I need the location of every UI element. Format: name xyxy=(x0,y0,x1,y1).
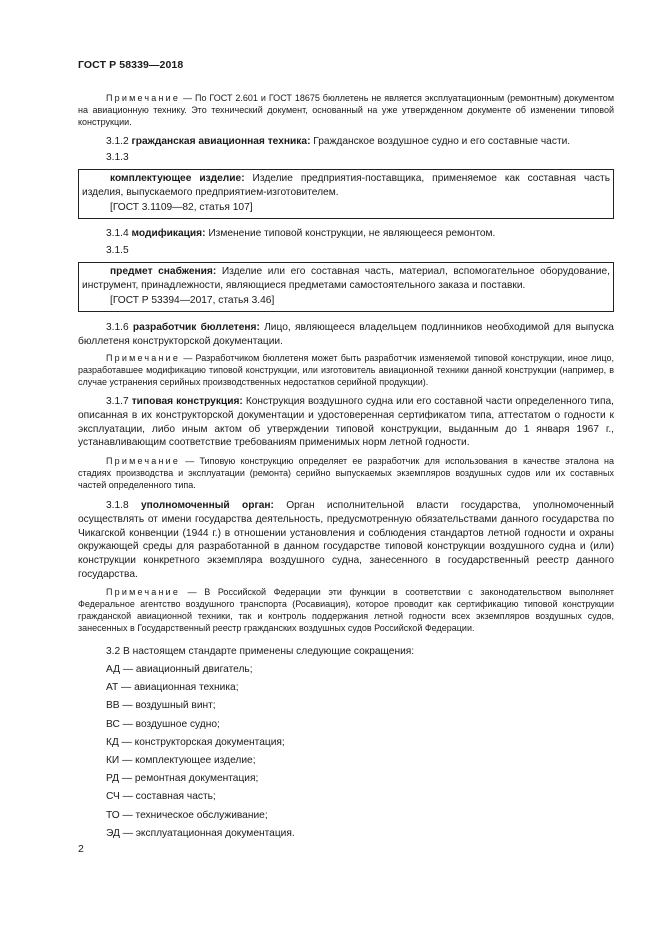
note-label: Примечание xyxy=(106,456,181,466)
term: гражданская авиационная техника: xyxy=(131,136,311,147)
term: уполномоченный орган: xyxy=(140,500,274,511)
term: комплектующее изделие: xyxy=(110,172,245,184)
section-number: 3.1.8 xyxy=(106,500,141,511)
note-3 xyxy=(78,455,614,491)
section-number: 3.1.6 xyxy=(106,322,133,333)
section-3-1-2 xyxy=(78,135,614,149)
term: модификация: xyxy=(131,228,206,239)
term: предмет снабжения: xyxy=(110,265,217,277)
page-number: 2 xyxy=(78,843,84,855)
definition-box xyxy=(78,262,614,313)
definition: Изменение типовой конструкции, не являющееся ремонтом. xyxy=(205,228,496,239)
list-item: КИ — комплектующее изделие; xyxy=(106,754,256,766)
definition: Орган исполнительной власти государства, уполномоченный осуществлять от имени государства деятельность, предусмотренную обязательствами данного государства по Чикагской конвенции (1944 г.) в отношении установления и соблюдения стандартов летной годности и охраны окружающей среды для разработанной в данном государстве типовой конструкции воздушного судна и (или) конструкции конкретного экземпляра воздушного судна, занесенного в государственный реестр данного государства. xyxy=(78,500,614,580)
note-4 xyxy=(78,586,614,634)
section-intro: 3.2 В настоящем стандарте применены следующие сокращения: xyxy=(106,646,415,657)
section-number: 3.1.7 xyxy=(106,396,132,407)
abbreviation-list xyxy=(78,663,614,840)
section-number: 3.1.5 xyxy=(106,245,129,256)
note-text: — В Российской Федерации эти функции в соответствии с законодательством выполняет Федеральное агентство воздушного транспорта (Росавиация), которое проводит как сертификацию типовой конструкции гражданской авиационной техники, так и контроль поддержания летной годности всех экземпляров воздушных судов, занесенных в Государственный реестр гражданских воздушных судов Российской Федерации. xyxy=(78,587,614,633)
definition: Изделие предприятия-поставщика, применяемое как составная часть изделия, выпускаемого предприятием-изготовителем. xyxy=(82,172,610,198)
source-reference: [ГОСТ Р 53394—2017, статья 3.46] xyxy=(110,295,275,307)
list-item: АД — авиационный двигатель; xyxy=(106,664,253,675)
section-3-1-4 xyxy=(78,227,614,241)
section-3-2 xyxy=(78,645,614,659)
section-3-1-5 xyxy=(78,244,614,312)
note-label: Примечание xyxy=(106,353,181,363)
definition-box xyxy=(78,169,614,220)
definition: Гражданское воздушное судно и его составные части. xyxy=(310,136,571,147)
section-number: 3.1.4 xyxy=(106,228,132,239)
source-reference: [ГОСТ 3.1109—82, статья 107] xyxy=(110,202,253,214)
note-label: Примечание xyxy=(106,587,181,597)
list-item: ТО — техническое обслуживание; xyxy=(106,809,268,821)
note-text: — Типовую конструкцию определяет ее разработчик для использования в качестве эталона на стадиях производства и эксплуатации (ремонта) серийно выпускаемых экземпляров воздушных судов или их составных частей определенного типа. xyxy=(78,456,614,490)
note-label: Примечание xyxy=(106,93,181,103)
list-item: ВВ — воздушный винт; xyxy=(106,700,216,712)
section-number: 3.1.2 xyxy=(106,136,132,147)
list-item: СЧ — составная часть; xyxy=(106,791,216,803)
section-3-1-7 xyxy=(78,395,614,450)
section-3-1-3 xyxy=(78,151,614,219)
note-text: — По ГОСТ 2.601 и ГОСТ 18675 бюллетень не является эксплуатационным (ремонтным) документом на авиационную технику. Это технический документ, основанный на уже утвержденном документе об изменении типовой конструкции. xyxy=(78,93,614,127)
note-1 xyxy=(78,92,614,128)
list-item: ВС — воздушное судно; xyxy=(106,718,220,730)
term: типовая конструкция: xyxy=(131,396,243,407)
term: разработчик бюллетеня: xyxy=(132,322,260,333)
list-item: АТ — авиационная техника; xyxy=(106,682,239,694)
definition: Изделие или его составная часть, материал, вспомогательное оборудование, инструмент, принадлежности, являющиеся предметами самостоятельного заказа и поставки. xyxy=(82,265,610,291)
section-3-1-8 xyxy=(78,499,614,582)
list-item: ЭД — эксплуатационная документация. xyxy=(106,827,295,839)
list-item: КД — конструкторская документация; xyxy=(106,736,285,748)
definition: Лицо, являющееся владельцем подлинников необходимой для выпуска бюллетеня конструкторской документации. xyxy=(78,322,614,347)
definition: Конструкция воздушного судна или его составной части определенного типа, описанная в их конструкторской документации и удостоверенная сертификатом типа, аттестатом о годности к эксплуатации, либо иным актом об утверждении типовой конструкции, выданным до 1 января 1967 г., устанавливающим соответствие требованиям применимых норм летной годности. xyxy=(78,396,614,449)
section-3-1-6 xyxy=(78,321,614,349)
list-item: РД — ремонтная документация; xyxy=(106,773,259,785)
note-text: — Разработчиком бюллетеня может быть разработчик изменяемой типовой конструкции, иное лицо, разработавшее модификацию типовой конструкции, или изготовитель авиационной техники данной конструкции (например, в случае устранения серийных производственных недостатков серийной продукции). xyxy=(78,353,614,387)
document-header: ГОСТ Р 58339—2018 xyxy=(78,59,184,71)
note-2 xyxy=(78,352,614,388)
section-number: 3.1.3 xyxy=(106,152,129,163)
